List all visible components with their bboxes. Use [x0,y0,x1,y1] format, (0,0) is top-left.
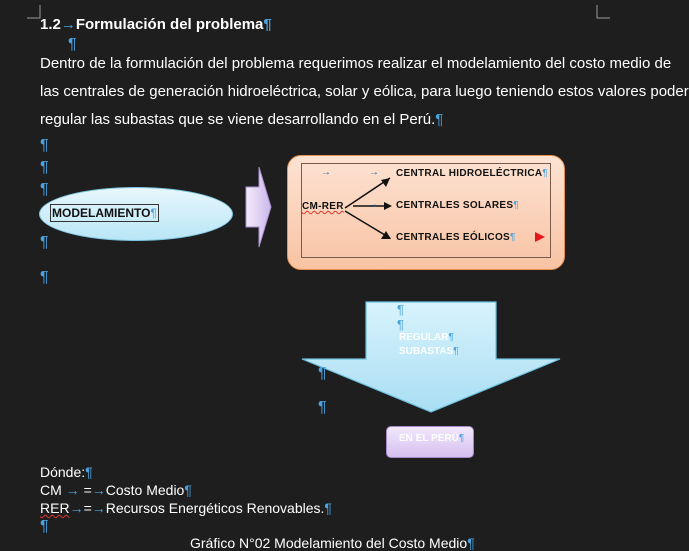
paragraph-mark: ¶ [40,518,49,535]
paragraph-mark: ¶ [85,464,93,480]
central-eolico-text: CENTRALES EÓLICOS [396,232,510,243]
paragraph-mark: ¶ [510,232,516,243]
tab-mark: → [91,500,106,516]
tab-mark: → [368,199,378,210]
crop-mark-right [596,5,608,17]
paragraph-mark: ¶ [40,181,49,198]
legend-donde [40,464,93,480]
equals-sign: = [83,482,92,498]
central-eolico-label [396,232,516,243]
paragraph-mark: ¶ [397,302,404,317]
peru-text: EN EL PERÚ [399,433,459,444]
paragraph-mark: ¶ [324,500,332,516]
paragraph-mark: ¶ [263,16,272,33]
chevron-arrow-shape[interactable] [243,165,273,249]
central-hidro-label [396,168,548,179]
paragraph-mark: ¶ [150,206,157,220]
paragraph-mark: ¶ [318,399,327,416]
paragraph-mark: ¶ [458,433,465,444]
paragraph-mark: ¶ [435,111,444,128]
donde-text: Dónde: [40,464,86,480]
equals-sign: = [83,500,92,516]
paragraph-mark: ¶ [453,346,459,357]
figure-caption [190,535,475,551]
legend-cm [40,482,192,498]
crop-mark-left [27,5,39,17]
rer-definition: Recursos Energéticos Renovables. [105,500,325,516]
legend-rer [40,500,332,516]
paragraph-mark: ¶ [397,317,404,332]
paragraph-mark: ¶ [40,234,49,251]
heading-number: 1.2 [40,16,61,33]
paragraph-line-last [40,111,443,128]
regular-text: REGULAR [399,332,449,343]
red-marker-triangle [535,232,545,242]
tab-mark: → [69,500,84,516]
tab-mark: → [321,167,331,178]
paragraph-mark: ¶ [513,200,520,211]
modelamiento-label [50,204,159,222]
paragraph-mark: ¶ [40,159,49,176]
paragraph-mark: ¶ [448,332,454,343]
peru-label [399,433,464,444]
paragraph-text: regular las subastas que se viene desarrollando en el Perú. [40,111,436,128]
subastas-text: SUBASTAS [399,346,454,357]
modelamiento-text: MODELAMIENTO [52,206,151,220]
paragraph-mark: ¶ [184,482,192,498]
paragraph-mark: ¶ [542,168,549,179]
tab-mark: → [91,482,106,498]
regular-subastas-label [399,331,459,359]
caption-text: Gráfico N°02 Modelamiento del Costo Medio [190,535,468,551]
central-hidro-text: CENTRAL HIDROELÉCTRICA [396,168,543,179]
central-solar-text: CENTRALES SOLARES [396,200,514,211]
paragraph-mark: ¶ [318,365,327,382]
paragraph-line: las centrales de generación hidroeléctrica, solar y eólica, para luego teniendo estos valores poder [40,83,689,100]
paragraph-mark: ¶ [40,269,49,286]
cm-term: CM [40,482,62,498]
section-heading [40,16,272,33]
tab-mark: → [369,167,379,178]
tab-mark: → [65,482,80,498]
paragraph-line: Dentro de la formulación del problema requerimos realizar el modelamiento del costo medio de [40,55,672,72]
rer-term: RER [40,500,70,516]
paragraph-mark: ¶ [68,36,77,53]
tab-mark: → [60,16,76,33]
cm-definition: Costo Medio [105,482,185,498]
paragraph-mark: ¶ [467,535,475,551]
heading-title: Formulación del problema [75,16,264,33]
paragraph-mark: ¶ [40,137,49,154]
central-solar-label [396,200,519,211]
cm-rer-label: CM-RER [302,201,344,212]
